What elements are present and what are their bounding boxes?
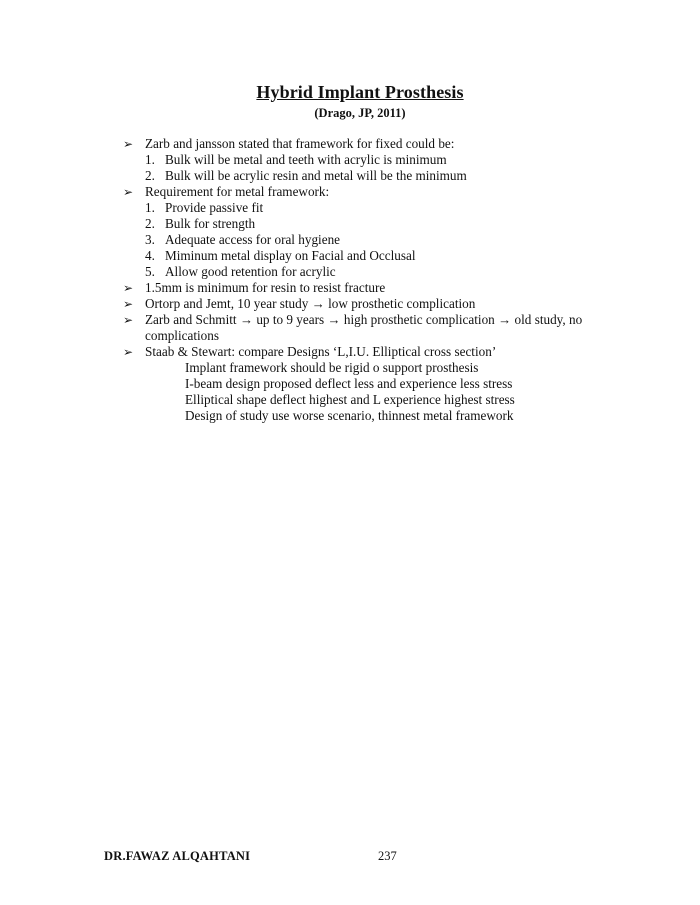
list-item: [120, 296, 625, 312]
arrow-bullet-icon: ➢: [123, 137, 134, 151]
list-item: [120, 184, 625, 200]
list-item-text: Requirement for metal framework:: [145, 184, 330, 199]
list-item: [120, 344, 625, 360]
arrow-bullet-icon: ➢: [123, 297, 134, 311]
arrow-bullet-icon: ➢: [123, 345, 134, 359]
numbered-item-text: Bulk for strength: [165, 216, 256, 231]
dash-item: [120, 392, 625, 408]
dash-item: [120, 360, 625, 376]
list-item: [120, 136, 625, 152]
page-title: Hybrid Implant Prosthesis: [256, 82, 464, 102]
arrow-bullet-icon: ➢: [123, 185, 134, 199]
numbered-item: [120, 264, 625, 280]
item-number: 1.: [145, 152, 155, 167]
dash-item: [120, 408, 625, 424]
dash-item-text: Design of study use worse scenario, thinnest metal framework: [185, 408, 514, 423]
list-item-text: Zarb and Schmitt → up to 9 years → high prosthetic complication → old study, no complications: [145, 312, 583, 343]
item-number: 2.: [145, 216, 155, 231]
list-item-text: Ortorp and Jemt, 10 year study → low prosthetic complication: [145, 296, 476, 311]
numbered-item: [120, 152, 625, 168]
list-item-text: Staab & Stewart: compare Designs ‘L,I.U. Elliptical cross section’: [145, 344, 497, 359]
numbered-item-text: Bulk will be acrylic resin and metal will be the minimum: [165, 168, 467, 183]
list-item-text: Zarb and jansson stated that framework for fixed could be:: [145, 136, 455, 151]
numbered-item: [120, 168, 625, 184]
item-number: 3.: [145, 232, 155, 247]
list-item: [120, 312, 625, 344]
footer-author: DR.FAWAZ ALQAHTANI: [104, 849, 251, 863]
numbered-item: [120, 232, 625, 248]
arrow-bullet-icon: ➢: [123, 313, 134, 327]
item-number: 1.: [145, 200, 155, 215]
item-number: 2.: [145, 168, 155, 183]
numbered-item-text: Miminum metal display on Facial and Occlusal: [165, 248, 416, 263]
dash-item-text: I-beam design proposed deflect less and experience less stress: [185, 376, 513, 391]
list-item: [120, 280, 625, 296]
content-list: [120, 136, 625, 424]
numbered-item-text: Provide passive fit: [165, 200, 264, 215]
arrow-bullet-icon: ➢: [123, 281, 134, 295]
page-number: 237: [378, 849, 397, 863]
list-item-text: 1.5mm is minimum for resin to resist fracture: [145, 280, 386, 295]
numbered-item-text: Adequate access for oral hygiene: [165, 232, 341, 247]
item-number: 4.: [145, 248, 155, 263]
numbered-item: [120, 248, 625, 264]
citation-subtitle: (Drago, JP, 2011): [314, 106, 406, 120]
item-number: 5.: [145, 264, 155, 279]
dash-item: [120, 376, 625, 392]
numbered-item-text: Allow good retention for acrylic: [165, 264, 336, 279]
numbered-item-text: Bulk will be metal and teeth with acrylic is minimum: [165, 152, 447, 167]
dash-item-text: Implant framework should be rigid o support prosthesis: [185, 360, 479, 375]
numbered-item: [120, 216, 625, 232]
numbered-item: [120, 200, 625, 216]
dash-item-text: Elliptical shape deflect highest and L experience highest stress: [185, 392, 515, 407]
